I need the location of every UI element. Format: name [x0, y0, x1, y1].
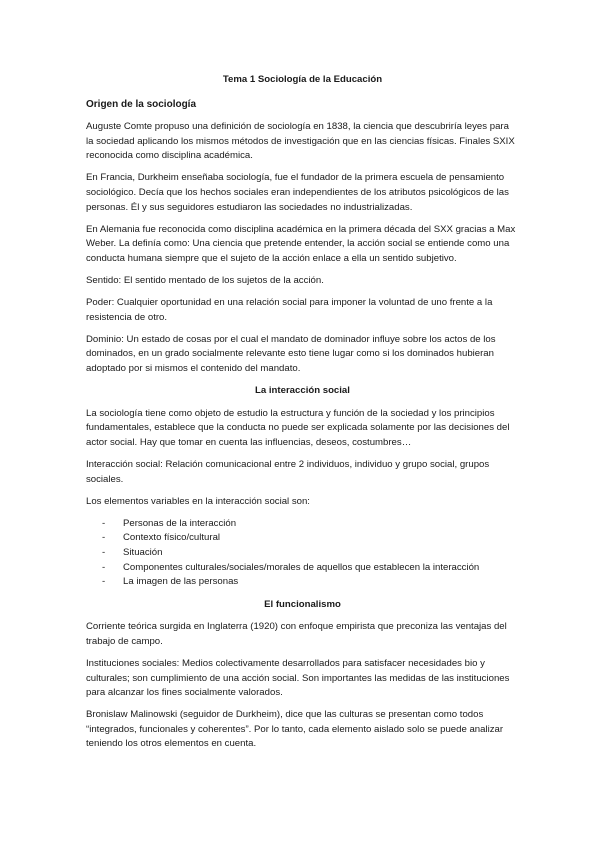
list-item: - Componentes culturales/sociales/morales de aquellos que establecen la interacción	[102, 561, 519, 576]
list-dash: -	[102, 532, 106, 544]
elements-list	[86, 517, 519, 590]
paragraph-sentido: Sentido: El sentido mentado de los sujetos de la acción.	[86, 275, 324, 287]
section-heading-funcionalismo: El funcionalismo	[264, 598, 341, 610]
section-heading-origen: Origen de la sociología	[86, 98, 197, 110]
paragraph-corriente-teorica: Corriente teórica surgida en Inglaterra (1920) con enfoque empirista que preconiza las ventajas del trabajo de campo.	[86, 621, 507, 647]
paragraph-comte: Auguste Comte propuso una definición de sociología en 1838, la ciencia que descubriría leyes para la sociedad aplicando los mismos métodos de investigación que en las ciencias físicas. Finales SXIX reconocida como disciplina académica.	[86, 121, 515, 162]
list-item: - Situación	[102, 546, 519, 561]
document-title: Tema 1 Sociología de la Educación	[222, 74, 383, 85]
paragraph-poder: Poder: Cualquier oportunidad en una relación social para imponer la voluntad de uno frente a la resistencia de otro.	[86, 297, 493, 323]
list-item: - La imagen de las personas	[102, 575, 519, 590]
section-heading-interaccion: La interacción social	[255, 385, 350, 397]
paragraph-instituciones: Instituciones sociales: Medios colectivamente desarrollados para satisfacer necesidades bio y culturales; son cumplimiento de una acción social. Son importantes las medidas de las instituciones para alcanzar los fines socialmente valorados.	[86, 658, 510, 699]
list-item: - Contexto físico/cultural	[102, 531, 519, 546]
paragraph-interaccion-social: Interacción social: Relación comunicacional entre 2 individuos, individuo y grupo social, grupos sociales.	[86, 458, 490, 485]
paragraph-weber: En Alemania fue reconocida como disciplina académica en la primera década del SXX gracias a Max Weber. La definía como: Una ciencia que pretende entender, la acción social se entiende como una conducta humana siempre que el sujeto de la acción enlace a ella un sentido subjetivo.	[86, 223, 516, 264]
list-item: - Personas de la interacción	[102, 517, 519, 532]
list-dash: -	[102, 576, 106, 588]
paragraph-durkheim: En Francia, Durkheim enseñaba sociología, fue el fundador de la primera escuela de pensamiento sociológico. Decía que los hechos sociales eran independientes de los atributos psicológicos de las personas. Él y sus seguidores estudiaron las sociedades no industrializadas.	[86, 172, 509, 213]
paragraph-objeto-estudio: La sociología tiene como objeto de estudio la estructura y función de la sociedad y los principios fundamentales, establece que la conducta no puede ser explicada solamente por las decisiones del actor social. Hay que tomar en cuenta las influencias, deseos, costumbres…	[86, 407, 510, 448]
list-dash: -	[102, 517, 106, 529]
list-dash: -	[102, 561, 106, 573]
paragraph-dominio: Dominio: Un estado de cosas por el cual el mandato de dominador influye sobre los actos de los dominados, en un grado socialmente relevante esto tiene lugar como si los dominados hubieran adoptado por si mismos el contenido del mandato.	[86, 333, 496, 374]
paragraph-elementos-variables: Los elementos variables en la interacción social son:	[86, 495, 310, 507]
paragraph-malinowski: Bronislaw Malinowski (seguidor de Durkheim), dice que las culturas se presentan como todos “integrados, funcionales y coherentes”. Por lo tanto, cada elemento aislado solo se puede analizar teniendo los otros elementos en cuenta.	[86, 709, 504, 750]
list-dash: -	[102, 546, 106, 558]
